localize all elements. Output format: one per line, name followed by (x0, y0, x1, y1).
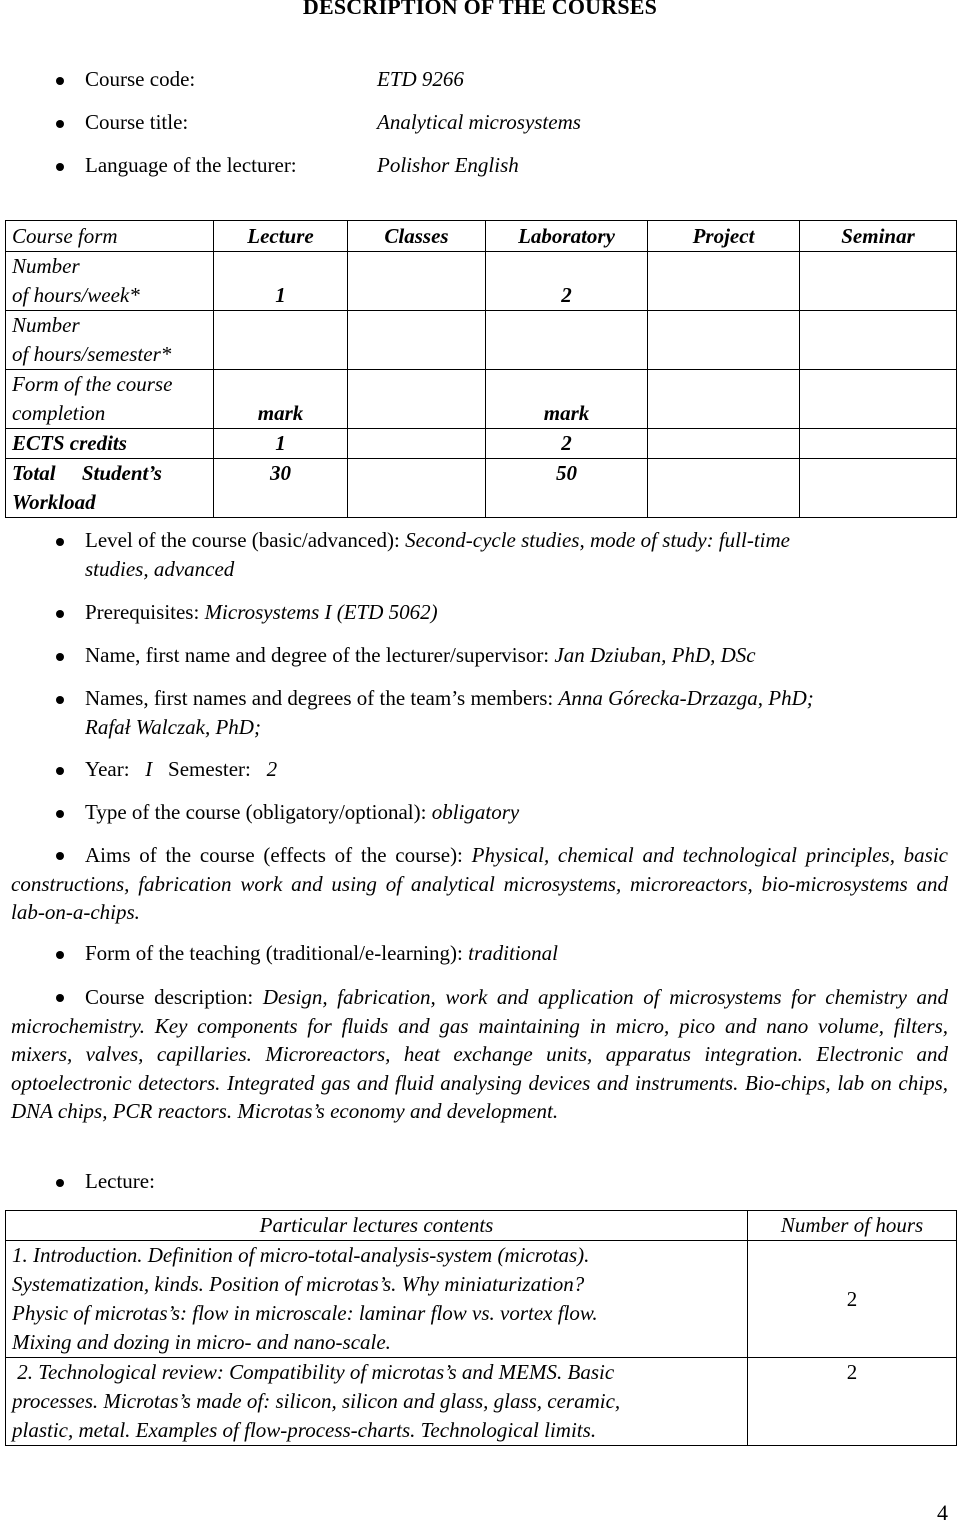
course-title-value: Analytical microsystems (377, 110, 581, 134)
cell-classes (348, 459, 486, 518)
level-line (85, 528, 790, 553)
header-classes: Classes (348, 221, 486, 252)
row-label: Form of the course completion (6, 370, 214, 429)
course-form-table (5, 220, 957, 518)
cell-seminar (800, 429, 957, 459)
cell-seminar (800, 252, 957, 311)
header-lecture: Lecture (214, 221, 348, 252)
lecturer-value: Jan Dziuban, PhD, DSc (554, 643, 756, 667)
level-value-cont: studies, advanced (85, 557, 235, 581)
prerequisites-line (85, 600, 438, 625)
type-line (85, 800, 519, 825)
cell-project (648, 429, 800, 459)
cell-lecture: 1 (214, 429, 348, 459)
form-teaching-value: traditional (468, 941, 558, 965)
bullet-icon (56, 696, 64, 704)
lecture-table (5, 1210, 957, 1446)
row-label: ECTS credits (6, 429, 214, 459)
language-label: Language of the lecturer: (85, 153, 297, 177)
course-code-label: Course code: (85, 67, 196, 91)
description-label: Course description: (85, 985, 254, 1009)
level-label: Level of the course (basic/advanced): (85, 528, 400, 552)
aims-label: Aims of the course (effects of the course): (85, 843, 463, 867)
cell-project (648, 459, 800, 518)
aims-value: Physical, chemical and technological principles, basic constructions, fabrication work and using of analytical microsystems, microreactors, bio-microsystems and lab-on-a-chips. (11, 843, 948, 924)
page-title: DESCRIPTION OF THE COURSES (302, 0, 658, 19)
cell-project (648, 370, 800, 429)
cell-laboratory: mark (486, 370, 648, 429)
header-hours: Number of hours (748, 1211, 957, 1241)
bullet-icon (56, 610, 64, 618)
cell-classes (348, 252, 486, 311)
type-value: obligatory (431, 800, 520, 824)
cell-classes (348, 311, 486, 370)
lecture-hours: 2 (748, 1358, 957, 1446)
year-label: Year: (85, 757, 130, 781)
semester-value: 2 (266, 757, 278, 781)
bullet-icon (56, 120, 64, 128)
bullet-icon (56, 810, 64, 818)
level-value: Second-cycle studies, mode of study: full-time (405, 528, 790, 552)
cell-lecture: 1 (214, 252, 348, 311)
cell-seminar (800, 311, 957, 370)
bullet-icon (56, 767, 64, 775)
row-label: Number of hours/week* (6, 252, 214, 311)
language-value: Polishor English (377, 153, 519, 177)
cell-laboratory: 2 (486, 429, 648, 459)
year-value: I (145, 757, 153, 781)
bullet-icon (56, 538, 64, 546)
team-label: Names, first names and degrees of the team’s members: (85, 686, 554, 710)
header-course-form: Course form (6, 221, 214, 252)
bullet-icon (56, 163, 64, 171)
cell-project (648, 252, 800, 311)
bullet-icon (56, 1179, 64, 1187)
team-line (85, 686, 814, 711)
prerequisites-label: Prerequisites: (85, 600, 200, 624)
cell-lecture (214, 311, 348, 370)
aims-paragraph (11, 841, 948, 927)
course-title-label: Course title: (85, 110, 189, 134)
cell-project (648, 311, 800, 370)
lecturer-line (85, 643, 756, 668)
cell-lecture: 30 (214, 459, 348, 518)
form-teaching-line (85, 941, 558, 966)
header-contents: Particular lectures contents (6, 1211, 748, 1241)
cell-classes (348, 370, 486, 429)
lecture-label: Lecture: (85, 1169, 155, 1193)
header-project: Project (648, 221, 800, 252)
cell-classes (348, 429, 486, 459)
team-value: Anna Górecka-Drzazga, PhD; (558, 686, 814, 710)
page-number: 4 (937, 1500, 948, 1525)
course-code-value: ETD 9266 (377, 67, 464, 91)
year-line (85, 757, 277, 782)
description-value: Design, fabrication, work and application of microsystems for chemistry and microchemistry. Key components for fluids and gas maintaining in micro, pico and nano volume, filters, mixers, valves, capillaries. Microreactors, heat exchange units, apparatus integration. Electronic and optoelectronic detectors. Integrated gas and fluid analysing devices and instruments. Bio-chips, lab on chips, DNA chips, PCR reactors. Microtas’s economy and development. (11, 985, 948, 1123)
lecture-row: 2. Technological review: Compatibility of microtas’s and MEMS. Basic processes. Microtas’s made of: silicon, silicon and glass, glass, ceramic, plastic, metal. Examples of flow-process-charts. Technological limits. (6, 1358, 748, 1446)
bullet-icon (56, 951, 64, 959)
cell-lecture: mark (214, 370, 348, 429)
type-label: Type of the course (obligatory/optional): (85, 800, 427, 824)
lecture-hours: 2 (748, 1241, 957, 1358)
team-value-cont: Rafał Walczak, PhD; (85, 715, 261, 739)
row-label: Total Student’s Workload (6, 459, 214, 518)
prerequisites-value: Microsystems I (ETD 5062) (204, 600, 438, 624)
header-seminar: Seminar (800, 221, 957, 252)
lecture-row: 1. Introduction. Definition of micro-total-analysis-system (microtas). Systematization, kinds. Position of microtas’s. Why miniaturization? Physic of microtas’s: flow in microscale: laminar flow vs. vortex flow. Mixing and dozing in micro- and nano-scale. (6, 1241, 748, 1358)
header-laboratory: Laboratory (486, 221, 648, 252)
semester-label: Semester: (168, 757, 251, 781)
row-label: Number of hours/semester* (6, 311, 214, 370)
cell-seminar (800, 370, 957, 429)
bullet-icon (56, 653, 64, 661)
cell-laboratory (486, 311, 648, 370)
lecturer-label: Name, first name and degree of the lecturer/supervisor: (85, 643, 550, 667)
cell-laboratory: 2 (486, 252, 648, 311)
form-teaching-label: Form of the teaching (traditional/e-learning): (85, 941, 463, 965)
cell-laboratory: 50 (486, 459, 648, 518)
bullet-icon (56, 77, 64, 85)
cell-seminar (800, 459, 957, 518)
description-paragraph (11, 983, 948, 1126)
